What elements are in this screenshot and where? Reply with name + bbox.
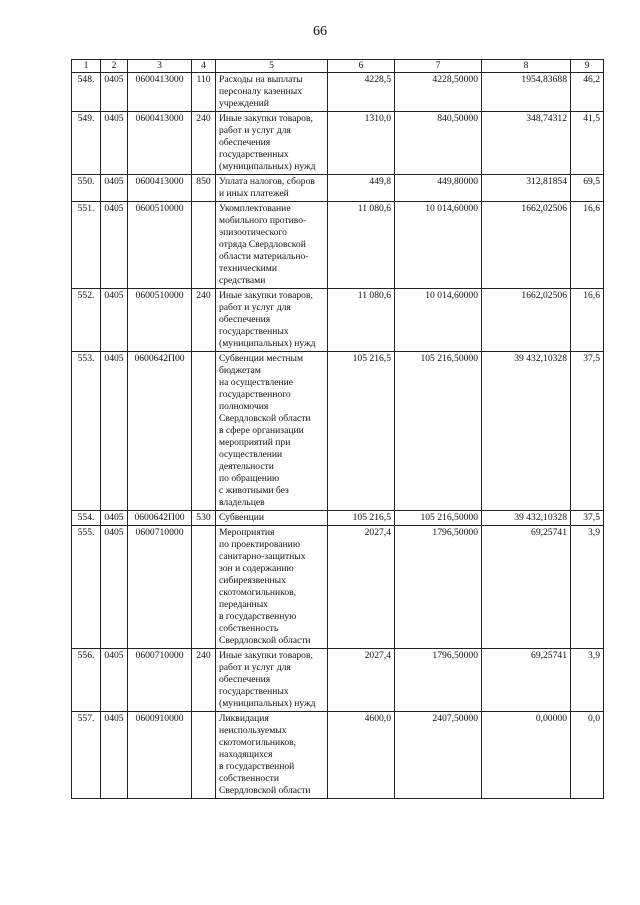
row-description: Расходы на выплаты персоналу казенных учреждений xyxy=(216,73,328,112)
approved-amount: 2027,4 xyxy=(328,526,395,649)
budget-amount: 4228,50000 xyxy=(395,73,482,112)
executed-amount: 1954,83688 xyxy=(482,73,571,112)
expense-type xyxy=(192,526,216,649)
row-description: Мероприятия по проектированию санитарно-защитных зон и содержанию сибиреязвенных скотомогильников, переданных в государственную собственность Свердловской области xyxy=(216,526,328,649)
target-code: 0600510000 xyxy=(128,202,192,289)
row-description: Уплата налогов, сборов и иных платежей xyxy=(216,175,328,202)
row-number: 551. xyxy=(72,202,101,289)
col-header: 3 xyxy=(128,60,192,73)
expense-type xyxy=(192,712,216,799)
table-row xyxy=(72,526,604,649)
section-code: 0405 xyxy=(101,712,128,799)
execution-percent: 41,5 xyxy=(571,112,604,175)
row-number: 548. xyxy=(72,73,101,112)
page-number: 66 xyxy=(313,24,327,39)
section-code: 0405 xyxy=(101,202,128,289)
table-row xyxy=(72,112,604,175)
row-number: 552. xyxy=(72,289,101,352)
expense-type: 530 xyxy=(192,511,216,526)
budget-amount: 105 216,50000 xyxy=(395,511,482,526)
table-row xyxy=(72,175,604,202)
target-code: 0600642П00 xyxy=(128,511,192,526)
target-code: 0600710000 xyxy=(128,649,192,712)
header-row xyxy=(72,60,604,73)
section-code: 0405 xyxy=(101,526,128,649)
approved-amount: 4600,0 xyxy=(328,712,395,799)
approved-amount: 2027,4 xyxy=(328,649,395,712)
budget-amount: 10 014,60000 xyxy=(395,289,482,352)
row-description: Иные закупки товаров, работ и услуг для обеспечения государственных (муниципальных) нужд xyxy=(216,649,328,712)
approved-amount: 11 080,6 xyxy=(328,289,395,352)
budget-amount: 2407,50000 xyxy=(395,712,482,799)
executed-amount: 1662,02506 xyxy=(482,289,571,352)
section-code: 0405 xyxy=(101,352,128,511)
col-header: 2 xyxy=(101,60,128,73)
expense-type: 240 xyxy=(192,112,216,175)
section-code: 0405 xyxy=(101,511,128,526)
budget-amount: 1796,50000 xyxy=(395,526,482,649)
execution-percent: 16,6 xyxy=(571,289,604,352)
row-description: Укомплектование мобильного противо- эпизоотического отряда Свердловской области материально- техническими средствами xyxy=(216,202,328,289)
col-header: 7 xyxy=(395,60,482,73)
budget-amount: 1796,50000 xyxy=(395,649,482,712)
approved-amount: 1310,0 xyxy=(328,112,395,175)
table-row xyxy=(72,649,604,712)
budget-amount: 840,50000 xyxy=(395,112,482,175)
table-row xyxy=(72,73,604,112)
expense-type xyxy=(192,202,216,289)
table-row xyxy=(72,712,604,799)
executed-amount: 69,25741 xyxy=(482,526,571,649)
expense-type: 850 xyxy=(192,175,216,202)
col-header: 6 xyxy=(328,60,395,73)
row-number: 554. xyxy=(72,511,101,526)
target-code: 0600413000 xyxy=(128,73,192,112)
section-code: 0405 xyxy=(101,289,128,352)
execution-percent: 69,5 xyxy=(571,175,604,202)
col-header: 4 xyxy=(192,60,216,73)
approved-amount: 449,8 xyxy=(328,175,395,202)
row-number: 550. xyxy=(72,175,101,202)
execution-percent: 16,6 xyxy=(571,202,604,289)
row-description: Ликвидация неиспользуемых скотомогильников, находящихся в государственной собственности Свердловской области xyxy=(216,712,328,799)
target-code: 0600413000 xyxy=(128,175,192,202)
budget-amount: 10 014,60000 xyxy=(395,202,482,289)
section-code: 0405 xyxy=(101,112,128,175)
expense-type: 110 xyxy=(192,73,216,112)
col-header: 9 xyxy=(571,60,604,73)
executed-amount: 39 432,10328 xyxy=(482,352,571,511)
execution-percent: 46,2 xyxy=(571,73,604,112)
table-row xyxy=(72,352,604,511)
executed-amount: 312,81854 xyxy=(482,175,571,202)
approved-amount: 4228,5 xyxy=(328,73,395,112)
row-description: Иные закупки товаров, работ и услуг для обеспечения государственных (муниципальных) нужд xyxy=(216,289,328,352)
executed-amount: 69,25741 xyxy=(482,649,571,712)
row-number: 549. xyxy=(72,112,101,175)
row-description: Иные закупки товаров, работ и услуг для обеспечения государственных (муниципальных) нужд xyxy=(216,112,328,175)
row-number: 555. xyxy=(72,526,101,649)
row-number: 556. xyxy=(72,649,101,712)
execution-percent: 37,5 xyxy=(571,511,604,526)
col-header: 5 xyxy=(216,60,328,73)
target-code: 0600510000 xyxy=(128,289,192,352)
section-code: 0405 xyxy=(101,73,128,112)
table-row xyxy=(72,511,604,526)
row-number: 553. xyxy=(72,352,101,511)
execution-percent: 0,0 xyxy=(571,712,604,799)
col-header: 8 xyxy=(482,60,571,73)
approved-amount: 105 216,5 xyxy=(328,511,395,526)
expense-type: 240 xyxy=(192,649,216,712)
target-code: 0600642П00 xyxy=(128,352,192,511)
executed-amount: 348,74312 xyxy=(482,112,571,175)
target-code: 0600710000 xyxy=(128,526,192,649)
execution-percent: 3,9 xyxy=(571,649,604,712)
row-description: Субвенции xyxy=(216,511,328,526)
budget-amount: 449,80000 xyxy=(395,175,482,202)
col-header: 1 xyxy=(72,60,101,73)
row-number: 557. xyxy=(72,712,101,799)
row-description: Субвенции местным бюджетам на осуществление государственного полномочия Свердловской области в сфере организации мероприятий при осуществлении деятельности по обращению с животными без владельцев xyxy=(216,352,328,511)
executed-amount: 39 432,10328 xyxy=(482,511,571,526)
expense-type: 240 xyxy=(192,289,216,352)
execution-percent: 3,9 xyxy=(571,526,604,649)
target-code: 0600910000 xyxy=(128,712,192,799)
section-code: 0405 xyxy=(101,649,128,712)
approved-amount: 105 216,5 xyxy=(328,352,395,511)
approved-amount: 11 080,6 xyxy=(328,202,395,289)
executed-amount: 1662,02506 xyxy=(482,202,571,289)
section-code: 0405 xyxy=(101,175,128,202)
table-row xyxy=(72,289,604,352)
table-row xyxy=(72,202,604,289)
budget-amount: 105 216,50000 xyxy=(395,352,482,511)
execution-percent: 37,5 xyxy=(571,352,604,511)
expense-type xyxy=(192,352,216,511)
budget-table xyxy=(71,59,604,799)
executed-amount: 0,00000 xyxy=(482,712,571,799)
target-code: 0600413000 xyxy=(128,112,192,175)
